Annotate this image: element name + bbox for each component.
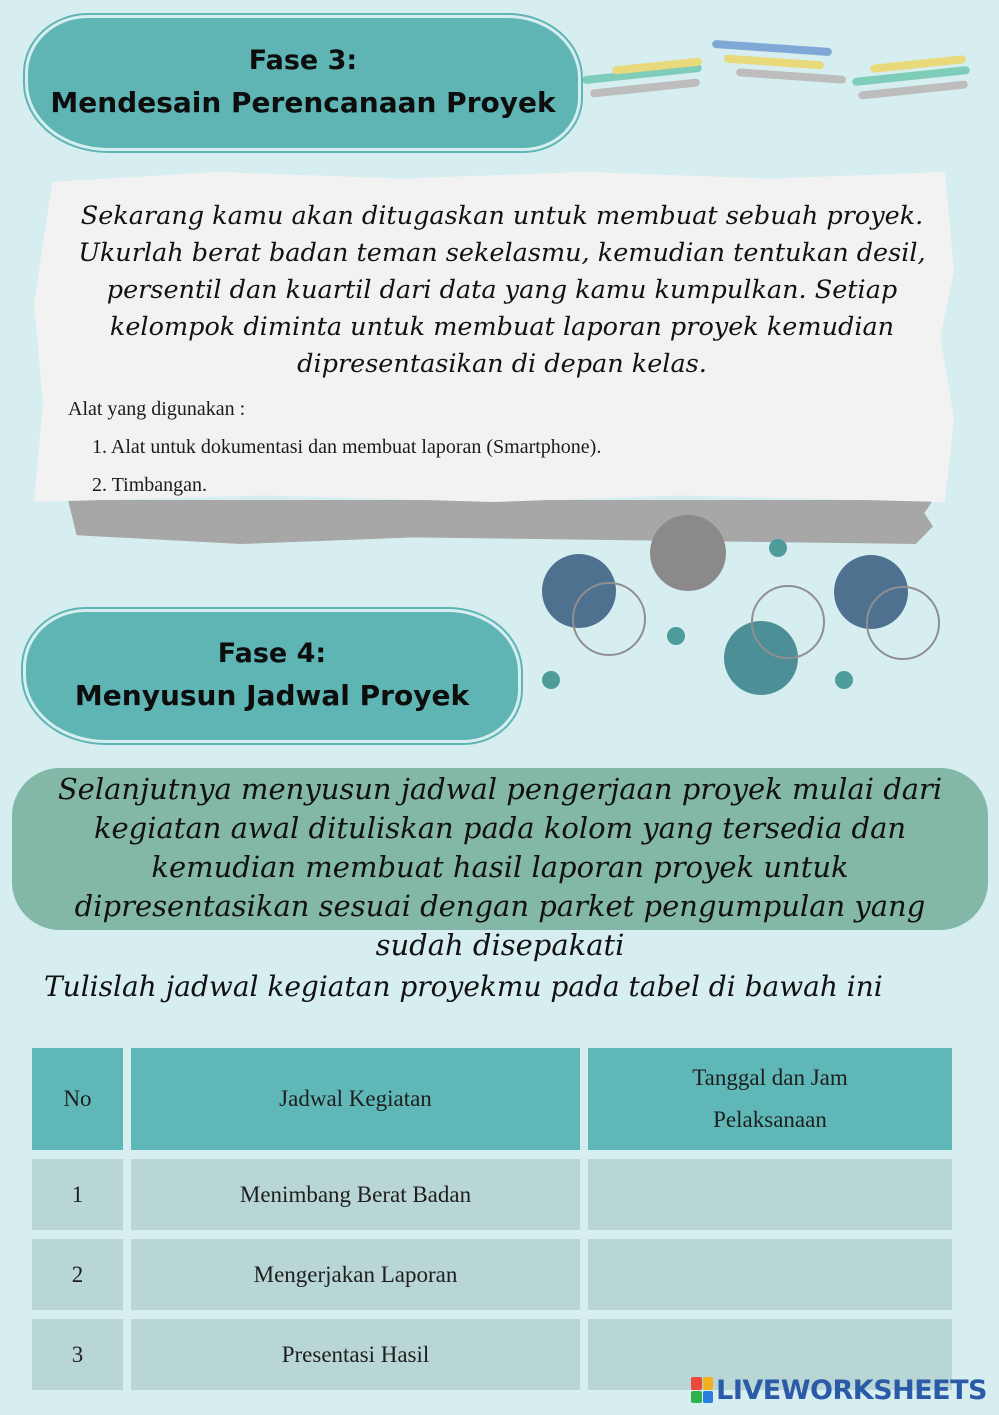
phase3-instruction: Sekarang kamu akan ditugaskan untuk membuat sebuah proyek. Ukurlah berat badan teman sekelasmu, kemudian tentukan desil, persentil dan kuartil dari data yang kamu kumpulkan. Setiap kelompok diminta untuk membuat laporan proyek kemudian dipresentasikan di depan kelas. [78,201,926,379]
row-2-activity: Mengerjakan Laporan [131,1239,580,1310]
row-1-no: 1 [32,1159,123,1230]
tools-list-item: 1. Alat untuk dokumentasi dan membuat laporan (Smartphone). [92,436,602,458]
header-no: No [32,1048,123,1150]
header-activity: Jadwal Kegiatan [131,1048,580,1150]
tools-list-item: 2. Timbangan. [92,474,208,496]
phase4-number: Fase 4: [217,638,327,669]
row-1-activity: Menimbang Berat Badan [131,1159,580,1230]
header-datetime-line1: Tanggal dan Jam [692,1065,848,1090]
header-datetime [588,1048,952,1150]
paper-shadow [68,500,933,544]
tools-list [92,430,601,506]
row-2-no: 2 [32,1239,123,1310]
table-instruction: Tulislah jadwal kegiatan proyekmu pada tabel di bawah ini [44,970,883,1003]
tools-title: Alat yang digunakan : [68,398,246,420]
phase4-title: Menyusun Jadwal Proyek [74,679,470,712]
row-3-activity: Presentasi Hasil [131,1319,580,1390]
phase3-number: Fase 3: [248,45,358,76]
liveworksheets-logo[interactable] [691,1372,987,1408]
row-1-datetime-input[interactable] [588,1159,952,1230]
row-3-no: 3 [32,1319,123,1390]
phase3-title: Mendesain Perencanaan Proyek [50,86,556,119]
phase3-header [28,18,578,148]
header-datetime-line2: Pelaksanaan [713,1107,827,1132]
phase4-description: Selanjutnya menyusun jadwal pengerjaan proyek mulai dari kegiatan awal dituliskan pada kolom yang tersedia dan kemudian membuat hasil laporan proyek untuk dipresentasikan sesuai dengan parket pengumpulan yang sudah disepakati [57,772,943,962]
phase4-header [26,612,518,740]
row-2-datetime-input[interactable] [588,1239,952,1310]
brand-name: LIVEWORKSHEETS [716,1374,987,1406]
liveworksheets-icon [691,1377,713,1403]
